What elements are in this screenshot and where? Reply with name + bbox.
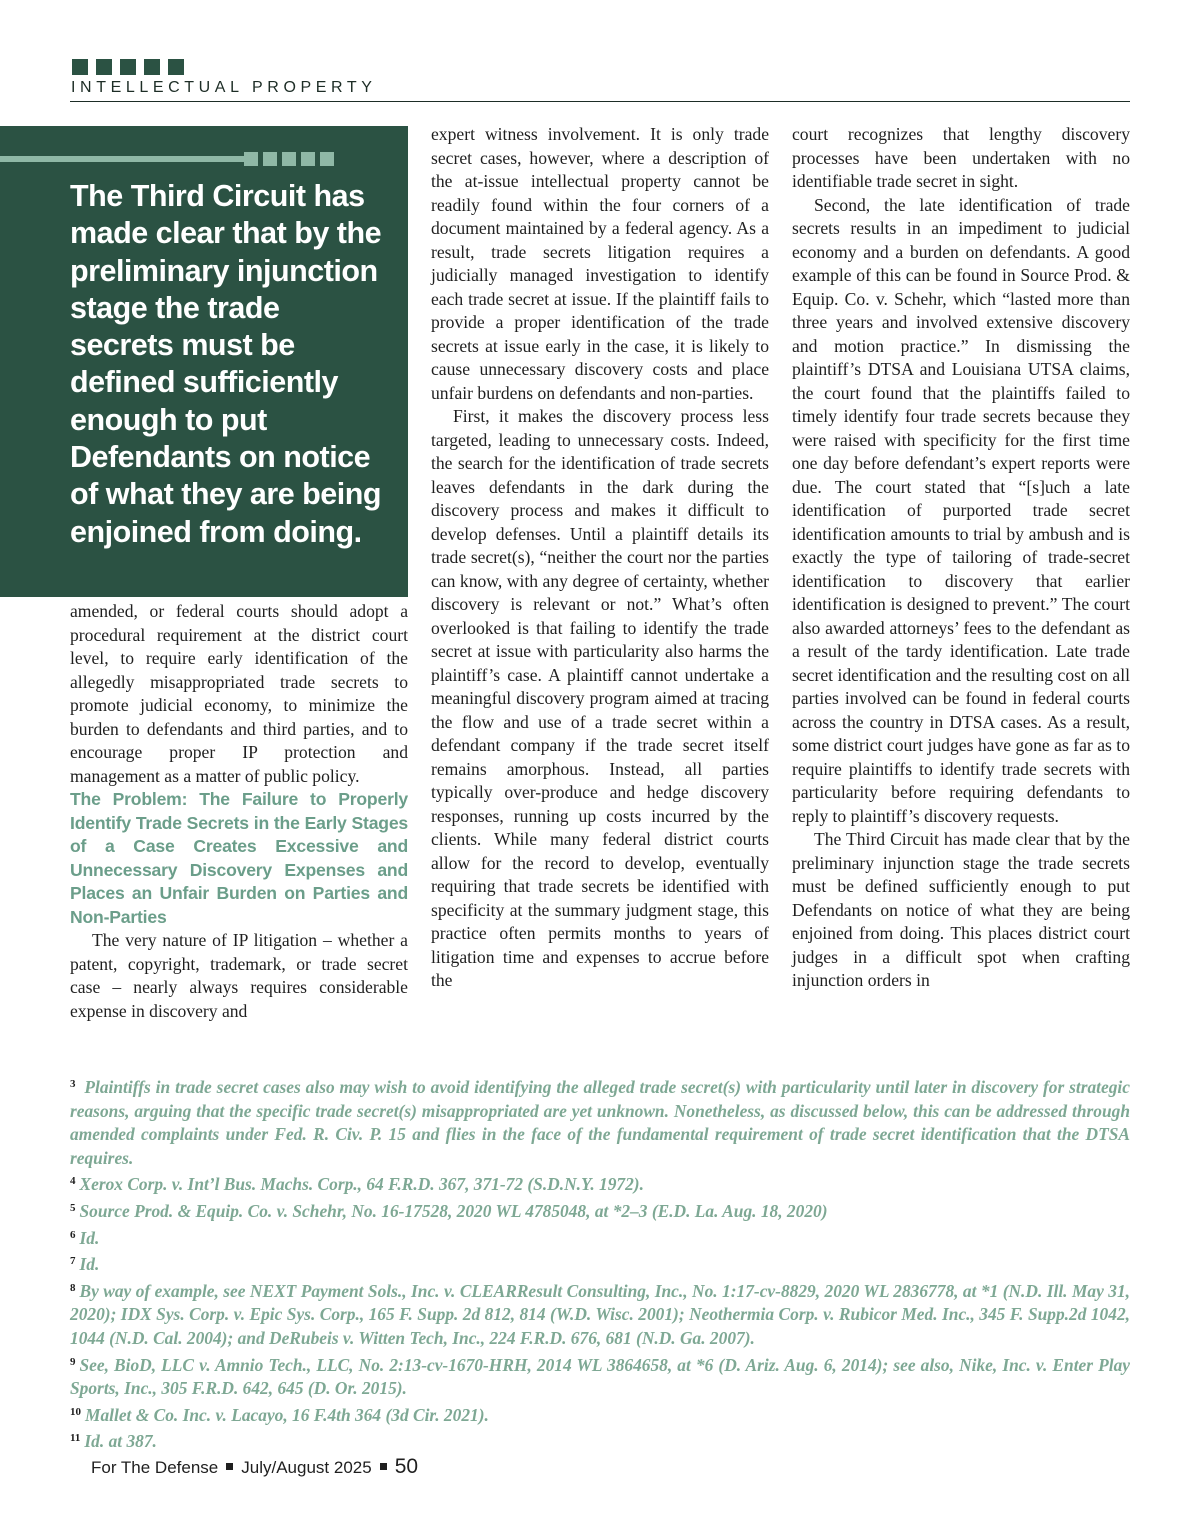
column1-paragraph-1: amended, or federal courts should adopt a procedural requirement at the district court level, to require early identification of the allegedly misappropriated trade secrets to promote judicial economy, to minimize the burden to defendants and third parties, and to encourage proper IP protection and management as a matter of public policy. (70, 601, 408, 786)
footnote (70, 1351, 1130, 1401)
footnote (70, 1277, 1130, 1351)
pullquote-accent-bar (0, 156, 248, 162)
publication-name: For The Defense (91, 1458, 219, 1477)
footnote-text: Id. (79, 1254, 100, 1275)
column1-paragraph-2: The very nature of IP litigation – whether a patent, copyright, trademark, or trade secret case – nearly always requires considerable expense in discovery and (70, 930, 408, 1021)
footnote-text: Id. (79, 1227, 100, 1248)
footnote (70, 1197, 1130, 1224)
footnote-text: By way of example, see NEXT Payment Sols., Inc. v. CLEARResult Consulting, Inc., No. 1:17-cv-8829, 2020 WL 2836778, at *1 (N.D. Ill. May 31, 2020); IDX Sys. Corp. v. Epic Sys. Corp., 165 F. Supp. 2d 812, 814 (W.D. Wisc. 2001); Neothermia Corp. v. Rubicor Med. Inc., 345 F. Supp.2d 1042, 1044 (N.D. Cal. 2004); and DeRubeis v. Witten Tech, Inc., 224 F.R.D. 676, 681 (N.D. Ga. 2007). (70, 1280, 1130, 1348)
column3-paragraph-2: Second, the late identification of trade secrets results in an impediment to judicial economy and a burden on defendants. A good example of this can be found in Source Prod. & Equip. Co. v. Schehr, which “lasted more than three years and involved extensive discovery and motion practice.” In dismissing the plaintiff’s DTSA and Louisiana UTSA claims, the court found that the plaintiffs failed to timely identify four trade secrets because they were raised with specificity for the first time one day before defendant’s expert reports were due. The court stated that “[s]uch a late identification of purported trade secret identification amounts to trial by ambush and is exactly the type of tailoring of trade-secret identification to discovery that earlier identification is designed to prevent.” The court also awarded attorneys’ fees to the defendant as a result of the tardy identification. Late trade secret identification and the resulting cost on all parties involved can be found in federal courts across the country in DTSA cases. As a result, some district court judges have gone as far as to require plaintiffs to identify trade secrets with particularity before requiring defendants to reply to plaintiff’s discovery requests. (792, 194, 1130, 826)
footnote (70, 1401, 1130, 1428)
footnote-text: Mallet & Co. Inc. v. Lacayo, 16 F.4th 364 (3d Cir. 2021). (85, 1404, 489, 1425)
footnote (70, 1250, 1130, 1277)
footnote-number: 11 (70, 1432, 81, 1445)
column-1 (70, 600, 408, 1023)
footer-separator-bullet (226, 1463, 233, 1470)
footnote-number: 8 (70, 1281, 76, 1294)
column-3 (792, 123, 1130, 993)
section-label: INTELLECTUAL PROPERTY (71, 79, 377, 96)
column3-paragraph-1: court recognizes that lengthy discovery processes have been undertaken with no identifiable trade secret in sight. (792, 124, 1130, 191)
column2-paragraph-2: First, it makes the discovery process less targeted, leading to unnecessary costs. Indeed, the search for the identification of trade secrets leaves defendants in the dark during the discovery process and makes it difficult to develop defenses. Until a plaintiff details its trade secret(s), “neither the court nor the parties can know, with any degree of certainty, whether discovery is relevant or not.” What’s often overlooked is that failing to identify the trade secret at issue with particularity also harms the plaintiff’s case. A plaintiff cannot undertake a meaningful discovery program aimed at tracing the flow and use of a trade secret within a defendant company if the trade secret itself remains amorphous. Instead, all parties typically over-produce and hedge discovery responses, running up costs incurred by the clients. While many federal district courts allow for the record to develop, eventually requiring that trade secrets be identified with specificity at the summary judgment stage, this practice often permits months to years of litigation time and expenses to accrue before the (431, 406, 769, 990)
section-subheading: The Problem: The Failure to Properly Identify Trade Secrets in the Early Stages of a Case Creates Excessive and Unnecessary Discovery Expenses and Places an Unfair Burden on Parties and Non-Parties (70, 789, 408, 927)
footer-separator-bullet (380, 1463, 387, 1470)
footnote (70, 1427, 1130, 1454)
footnotes (70, 1073, 1130, 1454)
footnote-number: 4 (70, 1175, 76, 1188)
footnote (70, 1073, 1130, 1170)
footnote-number: 3 (70, 1078, 76, 1090)
pullquote-text: The Third Circuit has made clear that by the preliminary injunction stage the trade secrets must be defined sufficiently enough to put Defendants on notice of what they are being enjoined from doing. (70, 179, 382, 549)
footnote-text: See, BioD, LLC v. Amnio Tech., LLC, No. 2:13-cv-1670-HRH, 2014 WL 3864658, at *6 (D. Ariz. Aug. 6, 2014); see also, Nike, Inc. v. Enter Play Sports, Inc., 305 F.R.D. 642, 645 (D. Or. 2015). (70, 1354, 1130, 1399)
footnote-number: 5 (70, 1201, 76, 1214)
footnote-number: 10 (70, 1405, 81, 1418)
footnote-number: 6 (70, 1228, 76, 1241)
header-rule (70, 101, 1130, 102)
footnote-text: Source Prod. & Equip. Co. v. Schehr, No. 16-17528, 2020 WL 4785048, at *2–3 (E.D. La. Aug. 18, 2020) (79, 1200, 828, 1221)
column2-paragraph-1: expert witness involvement. It is only trade secret cases, however, where a description of the at-issue intellectual property cannot be readily found within the four corners of a document maintained by a federal agency. As a result, trade secrets litigation requires a judicially managed investigation to identify each trade secret at issue. If the plaintiff fails to provide a proper identification of the trade secrets at issue early in the case, it is likely to cause unnecessary discovery costs and place unfair burdens on defendants and non-parties. (431, 124, 769, 403)
issue-date: July/August 2025 (241, 1458, 372, 1477)
header-squares-ornament (72, 59, 184, 75)
pullquote-squares-ornament (244, 152, 334, 166)
footnote (70, 1170, 1130, 1197)
footnote-number: 7 (70, 1255, 76, 1268)
page-number: 50 (394, 1455, 419, 1478)
page-footer (91, 1455, 418, 1479)
footnote-text: Plaintiffs in trade secret cases also may wish to avoid identifying the alleged trade secret(s) with particularity until later in discovery for strategic reasons, arguing that the specific trade secret(s) misappropriated are yet unknown. Nonetheless, as discussed below, this can be addressed through amended complaints under Fed. R. Civ. P. 15 and flies in the face of the fundamental requirement of trade secret identification that the DTSA requires. (70, 1077, 1130, 1168)
column3-paragraph-3: The Third Circuit has made clear that by the preliminary injunction stage the trade secrets must be defined sufficiently enough to put Defendants on notice of what they are being enjoined from doing. This places district court judges in a difficult spot when crafting injunction orders in (792, 829, 1130, 990)
footnote-number: 9 (70, 1355, 76, 1368)
column-2 (431, 123, 769, 993)
footnote-text: Id. at 387. (84, 1431, 157, 1452)
footnote-text: Xerox Corp. v. Int’l Bus. Machs. Corp., 64 F.R.D. 367, 371-72 (S.D.N.Y. 1972). (79, 1174, 644, 1195)
footnote (70, 1224, 1130, 1251)
